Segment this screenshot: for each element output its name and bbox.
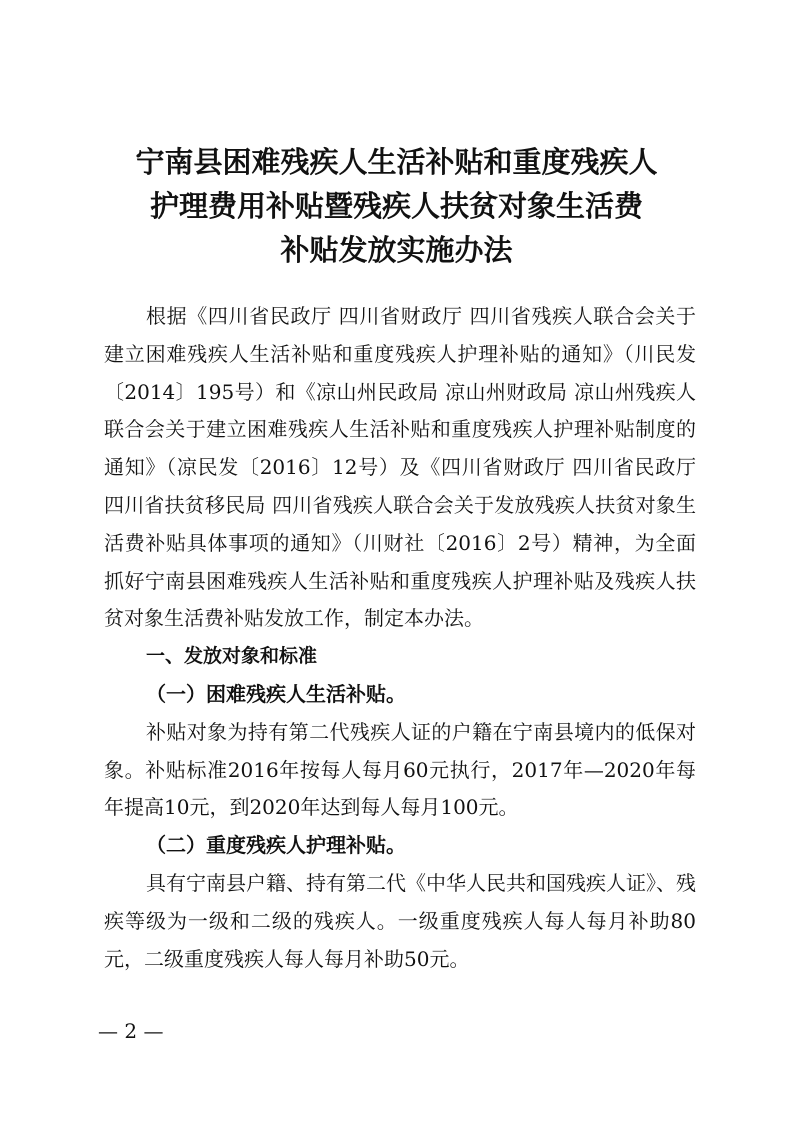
intro-paragraph: 根据《四川省民政厅 四川省财政厅 四川省残疾人联合会关于建立困难残疾人生活补贴和重度残疾人护理补贴的通知》（川民发〔2014〕195号）和《凉山州民政局 凉山州财政局 凉山州残疾人联合会关于建立困难残疾人生活补贴和重度残疾人护理补贴制度的通知》（凉民发〔2016〕12号）及《四川省财政厅 四川省民政厅 四川省扶贫移民局 四川省残疾人联合会关于发放残疾人扶贫对象生活费补贴具体事项的通知》（川财社〔2016〕2号）精神，为全面抓好宁南县困难残疾人生活补贴和重度残疾人护理补贴及残疾人扶贫对象生活费补贴发放工作，制定本办法。 [104, 304, 696, 631]
title-line-3: 补贴发放实施办法 [280, 233, 513, 267]
title-line-2: 护理费用补贴暨残疾人扶贫对象生活费 [149, 189, 643, 223]
document-title [60, 140, 733, 272]
page-number: — 2 — [98, 1019, 164, 1043]
title-line-1: 宁南县困难残疾人生活补贴和重度残疾人 [135, 145, 658, 179]
subsection-heading-2: （二）重度残疾人护理补贴。 [146, 833, 406, 858]
subsection-heading-1: （一）困难残疾人生活补贴。 [146, 681, 406, 706]
subsection-paragraph-2: 具有宁南县户籍、持有第二代《中华人民共和国残疾人证》、残疾等级为一级和二级的残疾人。一级重度残疾人每人每月补助80元，二级重度残疾人每人每月补助50元。 [104, 870, 696, 971]
document-body [104, 298, 696, 978]
subsection-paragraph-1: 补贴对象为持有第二代残疾人证的户籍在宁南县境内的低保对象。补贴标准2016年按每人每月60元执行，2017年—2020年每年提高10元，到2020年达到每人每月100元。 [104, 719, 696, 820]
section-heading-1: 一、发放对象和标准 [146, 645, 318, 668]
